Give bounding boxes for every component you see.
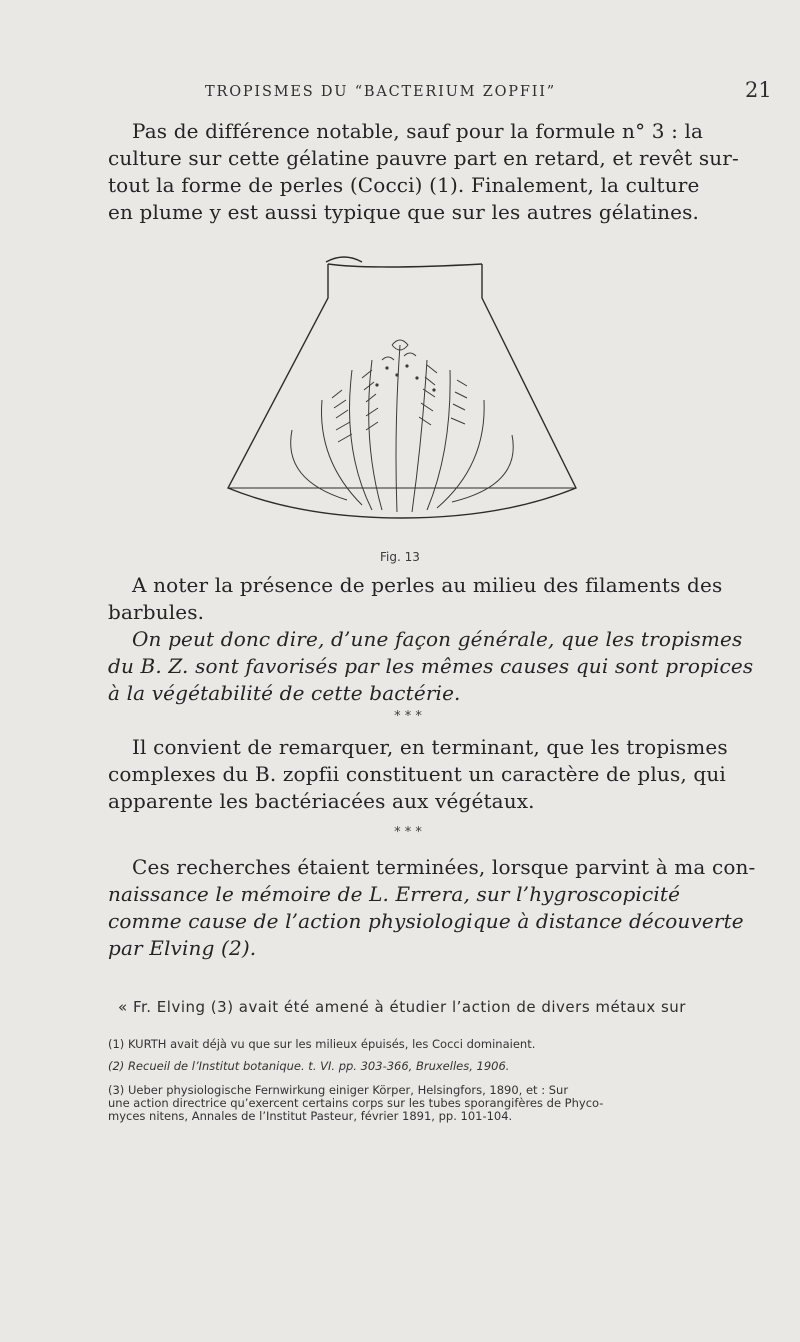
text-line: du B. Z. sont favorisés par les mêmes causes qui sont propices xyxy=(108,654,754,678)
figure-caption: Fig. 13 xyxy=(380,550,420,564)
quote-line: « Fr. Elving (3) avait été amené à étudier l’action de divers métaux sur xyxy=(118,998,686,1016)
footnote-2: (2) Recueil de l’Institut botanique. t. VI. pp. 303-366, Bruxelles, 1906. xyxy=(108,1059,510,1073)
text-line: tout la forme de perles (Cocci) (1). Finalement, la culture xyxy=(108,173,700,197)
page-number: 21 xyxy=(745,78,772,102)
paragraph-4 xyxy=(108,734,728,815)
footnote-3-line: (3) Ueber physiologische Fernwirkung einiger Körper, Helsingfors, 1890, et : Sur xyxy=(108,1083,569,1097)
paragraph-1 xyxy=(108,118,739,226)
paragraph-5 xyxy=(108,854,756,962)
footnote-1: (1) KURTH avait déjà vu que sur les milieux épuisés, les Cocci dominaient. xyxy=(108,1037,536,1051)
text-line: A noter la présence de perles au milieu des filaments des xyxy=(132,573,723,597)
text-line: Ces recherches étaient terminées, lorsque parvint à ma con- xyxy=(132,855,756,879)
text-line: culture sur cette gélatine pauvre part en retard, et revêt sur- xyxy=(108,146,739,170)
text-line: naissance le mémoire de L. Errera, sur l’hygroscopicité xyxy=(108,882,681,906)
text-line: On peut donc dire, d’une façon générale, que les tropismes xyxy=(132,627,743,651)
paragraph-2 xyxy=(108,572,723,626)
asterism-divider: * * * xyxy=(394,825,422,840)
text-line: comme cause de l’action physiologique à distance découverte xyxy=(108,909,744,933)
footnote-3-line: une action directrice qu’exercent certains corps sur les tubes sporangifères de Phyco- xyxy=(108,1096,604,1110)
text-line: à la végétabilité de cette bactérie. xyxy=(108,681,461,705)
text-line: Il convient de remarquer, en terminant, que les tropismes xyxy=(132,735,728,759)
flask-culture-illustration xyxy=(222,250,582,555)
bacterial-plume-drawing xyxy=(291,340,514,512)
text-line: en plume y est aussi typique que sur les autres gélatines. xyxy=(108,200,700,224)
footnote-3 xyxy=(108,1084,748,1123)
text-line: apparente les bactériacées aux végétaux. xyxy=(108,789,535,813)
text-line: par Elving (2). xyxy=(108,936,257,960)
text-line: barbules. xyxy=(108,600,205,624)
paragraph-3-italic xyxy=(108,626,754,707)
footnote-3-line: myces nitens, Annales de l’Institut Pasteur, février 1891, pp. 101-104. xyxy=(108,1109,513,1123)
asterism-divider: * * * xyxy=(394,709,422,724)
running-title: TROPISMES DU “BACTERIUM ZOPFII” xyxy=(205,84,556,100)
text-line: complexes du B. zopfii constituent un caractère de plus, qui xyxy=(108,762,726,786)
text-line: Pas de différence notable, sauf pour la formule n° 3 : la xyxy=(132,119,704,143)
